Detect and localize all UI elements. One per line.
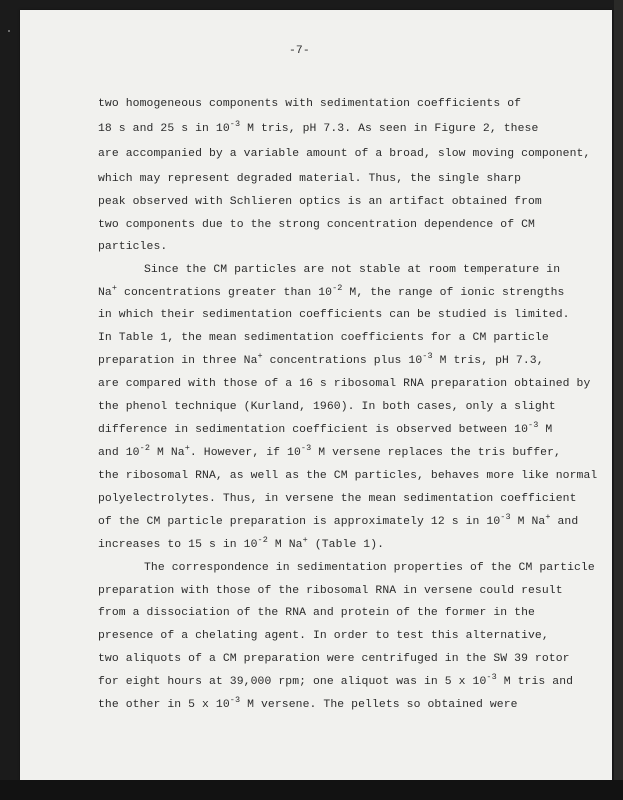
text-span: M tris and	[496, 676, 574, 688]
superscript: -3	[528, 420, 539, 430]
superscript: -2	[139, 443, 151, 453]
text-line: In Table 1, the mean sedimentation coefficients for a CM particle	[98, 332, 549, 344]
text-line	[98, 672, 574, 688]
text-line	[98, 443, 561, 459]
text-span: M versene replaces the tris buffer,	[311, 447, 561, 459]
superscript: +	[302, 535, 308, 545]
text-span: increases to 15 s in 10	[98, 539, 258, 551]
text-line: are accompanied by a variable amount of a broad, slow moving component,	[98, 148, 591, 160]
superscript: +	[545, 512, 551, 522]
text-span: (Table 1).	[307, 539, 385, 551]
text-line	[98, 351, 544, 367]
text-span: the other in 5 x 10	[98, 699, 230, 711]
text-line	[98, 535, 385, 551]
text-line: the ribosomal RNA, as well as the CM particles, behaves more like normal	[98, 470, 598, 482]
text-line: the phenol technique (Kurland, 1960). In both cases, only a slight	[98, 401, 556, 413]
text-line: particles.	[98, 241, 168, 253]
superscript: -3	[229, 119, 241, 129]
text-line: which may represent degraded material. Thus, the single sharp	[98, 173, 522, 185]
text-line: two components due to the strong concentration dependence of CM	[98, 219, 535, 231]
superscript: -3	[300, 443, 312, 453]
text-span: of the CM particle preparation is approximately 12 s in 10	[98, 516, 501, 528]
text-span: M tris, pH 7.3. As seen in Figure 2, these	[240, 123, 539, 135]
text-line: peak observed with Schlieren optics is an artifact obtained from	[98, 196, 542, 208]
scan-bottom-edge	[0, 780, 623, 800]
text-span: M Na	[267, 539, 303, 551]
text-span: M tris, pH 7.3,	[432, 355, 544, 367]
text-line: two homogeneous components with sedimentation coefficients of	[98, 98, 522, 110]
text-line: two aliquots of a CM preparation were centrifuged in the SW 39 rotor	[98, 653, 570, 665]
text-span: difference in sedimentation coefficient is observed between 10	[98, 424, 529, 436]
text-span: concentrations plus 10	[262, 355, 423, 367]
superscript: +	[184, 443, 190, 453]
text-line	[98, 512, 579, 528]
text-line: are compared with those of a 16 s ribosomal RNA preparation obtained by	[98, 378, 591, 390]
text-line	[98, 119, 539, 135]
text-line: from a dissociation of the RNA and protein of the former in the	[98, 607, 535, 619]
text-line: preparation with those of the ribosomal RNA in versene could result	[98, 585, 563, 597]
superscript: +	[257, 351, 263, 361]
text-span: M versene. The pellets so obtained were	[240, 699, 518, 711]
text-line: Since the CM particles are not stable at room temperature in	[144, 264, 561, 276]
text-span: for eight hours at 39,000 rpm; one aliquot was in 5 x 10	[98, 676, 487, 688]
superscript: -3	[229, 695, 241, 705]
superscript: -2	[257, 535, 268, 545]
text-span: . However, if 10	[189, 447, 301, 459]
superscript: -3	[486, 672, 497, 682]
text-span: M Na	[150, 447, 185, 459]
text-span: 18 s and 25 s in 10	[98, 123, 230, 135]
superscript: -3	[500, 512, 511, 522]
superscript: -3	[422, 351, 433, 361]
text-line	[98, 420, 553, 436]
page-number: -7-	[289, 45, 310, 57]
superscript: +	[111, 283, 118, 293]
text-line: in which their sedimentation coefficients can be studied is limited.	[98, 309, 570, 321]
superscript: -2	[332, 283, 343, 293]
text-span: preparation in three Na	[98, 355, 258, 367]
scan-edge	[614, 0, 623, 800]
text-span: M, the range of ionic strengths	[342, 287, 565, 299]
text-line: presence of a chelating agent. In order to test this alternative,	[98, 630, 549, 642]
text-span: and 10	[98, 447, 140, 459]
text-line: The correspondence in sedimentation properties of the CM particle	[144, 562, 595, 574]
text-span: and	[550, 516, 579, 528]
text-line	[98, 283, 565, 299]
scan-speck	[8, 30, 10, 32]
text-line	[98, 695, 518, 711]
text-span: Na	[98, 287, 112, 299]
text-span: concentrations greater than 10	[117, 287, 333, 299]
text-line: polyelectrolytes. Thus, in versene the mean sedimentation coefficient	[98, 493, 577, 505]
text-span: M	[538, 424, 553, 436]
text-span: M Na	[510, 516, 546, 528]
